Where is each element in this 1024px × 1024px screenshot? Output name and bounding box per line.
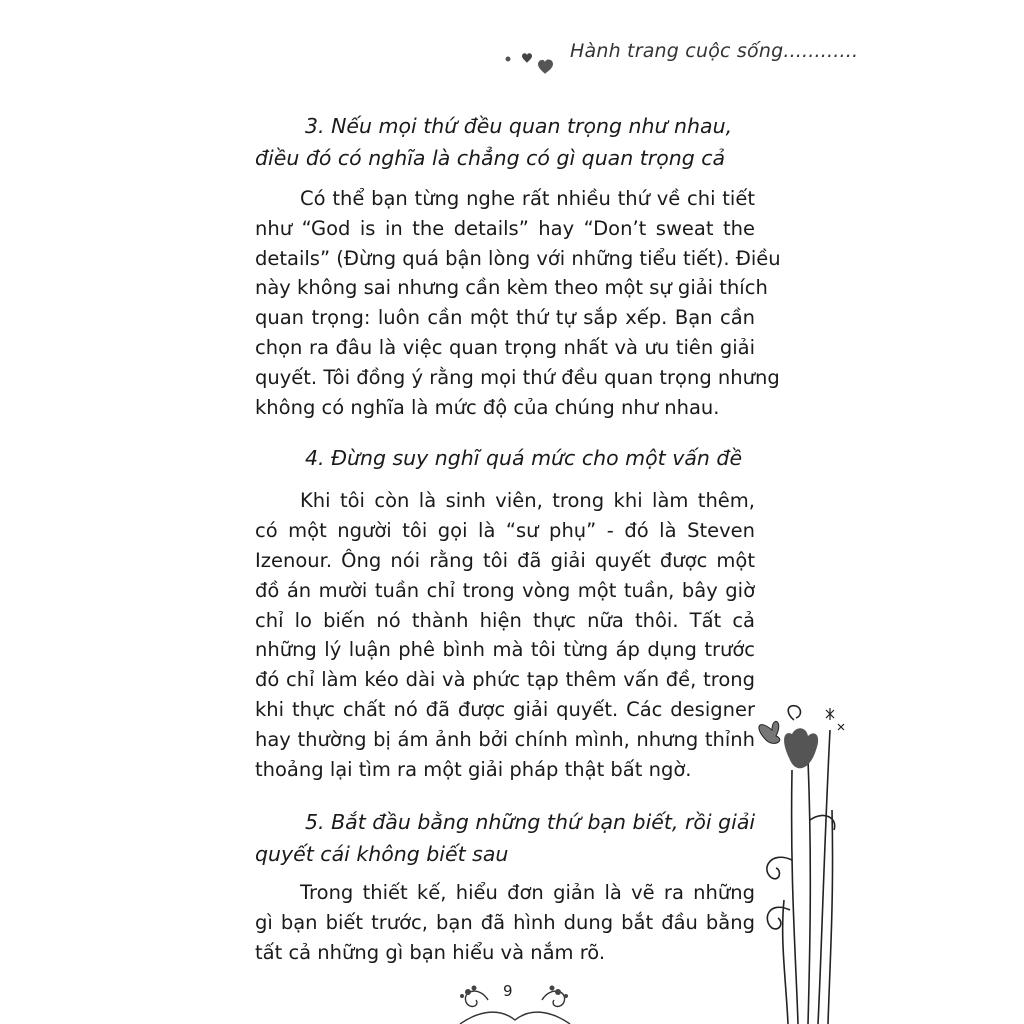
heading-line: quyết cái không biết sau <box>255 842 509 867</box>
page-number: 9 <box>503 982 513 1000</box>
flower-butterfly-icon <box>750 700 850 1024</box>
paragraph-line: không có nghĩa là mức độ của chúng như nhau. <box>255 395 720 419</box>
paragraph-line: gì bạn biết trước, bạn đã hình dung bắt đầu bằng <box>255 911 755 935</box>
paragraph-line: này không sai nhưng cần kèm theo một sự giải thích <box>255 276 768 300</box>
paragraph-line: quyết. Tôi đồng ý rằng mọi thứ đều quan trọng nhưng <box>255 365 780 389</box>
paragraph-line: Izenour. Ông nói rằng tôi đã giải quyết được một <box>255 548 755 572</box>
running-header <box>500 36 859 76</box>
paragraph-line: như “God is in the details” hay “Don’t sweat the <box>255 216 755 240</box>
paragraph-line: đó chỉ làm kéo dài và phức tạp thêm vấn đề, trong <box>255 668 755 692</box>
paragraph-line: quan trọng: luôn cần một thứ tự sắp xếp. Bạn cần <box>255 306 755 330</box>
section-5-paragraph <box>255 878 755 967</box>
heading-line: 4. Đừng suy nghĩ quá mức cho một vấn đề <box>305 446 743 471</box>
section-3-paragraph <box>255 184 781 422</box>
page-body <box>255 110 781 968</box>
section-4-heading <box>255 442 755 474</box>
paragraph-line: tất cả những gì bạn hiểu và nắm rõ. <box>255 940 606 964</box>
paragraph-line: có một người tôi gọi là “sư phụ” - đó là Steven <box>255 519 755 543</box>
paragraph-line: thoảng lại tìm ra một giải pháp thật bất ngờ. <box>255 757 692 781</box>
heading-line: 5. Bắt đầu bằng những thứ bạn biết, rồi giải <box>305 810 756 835</box>
running-header-title: Hành trang cuộc sống............ <box>570 40 859 62</box>
paragraph-line: Có thể bạn từng nghe rất nhiều thứ về chi tiết <box>300 187 755 210</box>
paragraph-line: những lý luận phê bình mà tôi từng áp dụng trước <box>255 638 755 662</box>
paragraph-line: Trong thiết kế, hiểu đơn giản là vẽ ra những <box>300 881 755 905</box>
paragraph-line: chỉ lo biến nó thành hiện thực nữa thôi. Tất cả <box>255 608 755 632</box>
hearts-icon <box>500 42 560 76</box>
paragraph-line: Khi tôi còn là sinh viên, trong khi làm thêm, <box>300 489 755 513</box>
paragraph-line: hay thường bị ám ảnh bởi chính mình, nhưng thỉnh <box>255 727 755 751</box>
floral-ornament-icon <box>440 980 590 1024</box>
section-5-heading <box>255 806 755 870</box>
paragraph-line: khi thực chất nó đã được giải quyết. Các designer <box>255 697 755 721</box>
section-3-heading <box>255 110 755 174</box>
section-4-paragraph <box>255 486 755 784</box>
paragraph-line: chọn ra đâu là việc quan trọng nhất và ưu tiên giải <box>255 335 755 359</box>
heading-line: 3. Nếu mọi thứ đều quan trọng như nhau, <box>305 114 733 138</box>
paragraph-line: đồ án mười tuần chỉ trong vòng một tuần, bây giờ <box>255 578 755 602</box>
paragraph-line: details” (Đừng quá bận lòng với những tiểu tiết). Điều <box>255 246 781 270</box>
heading-line: điều đó có nghĩa là chẳng có gì quan trọng cả <box>255 146 726 170</box>
